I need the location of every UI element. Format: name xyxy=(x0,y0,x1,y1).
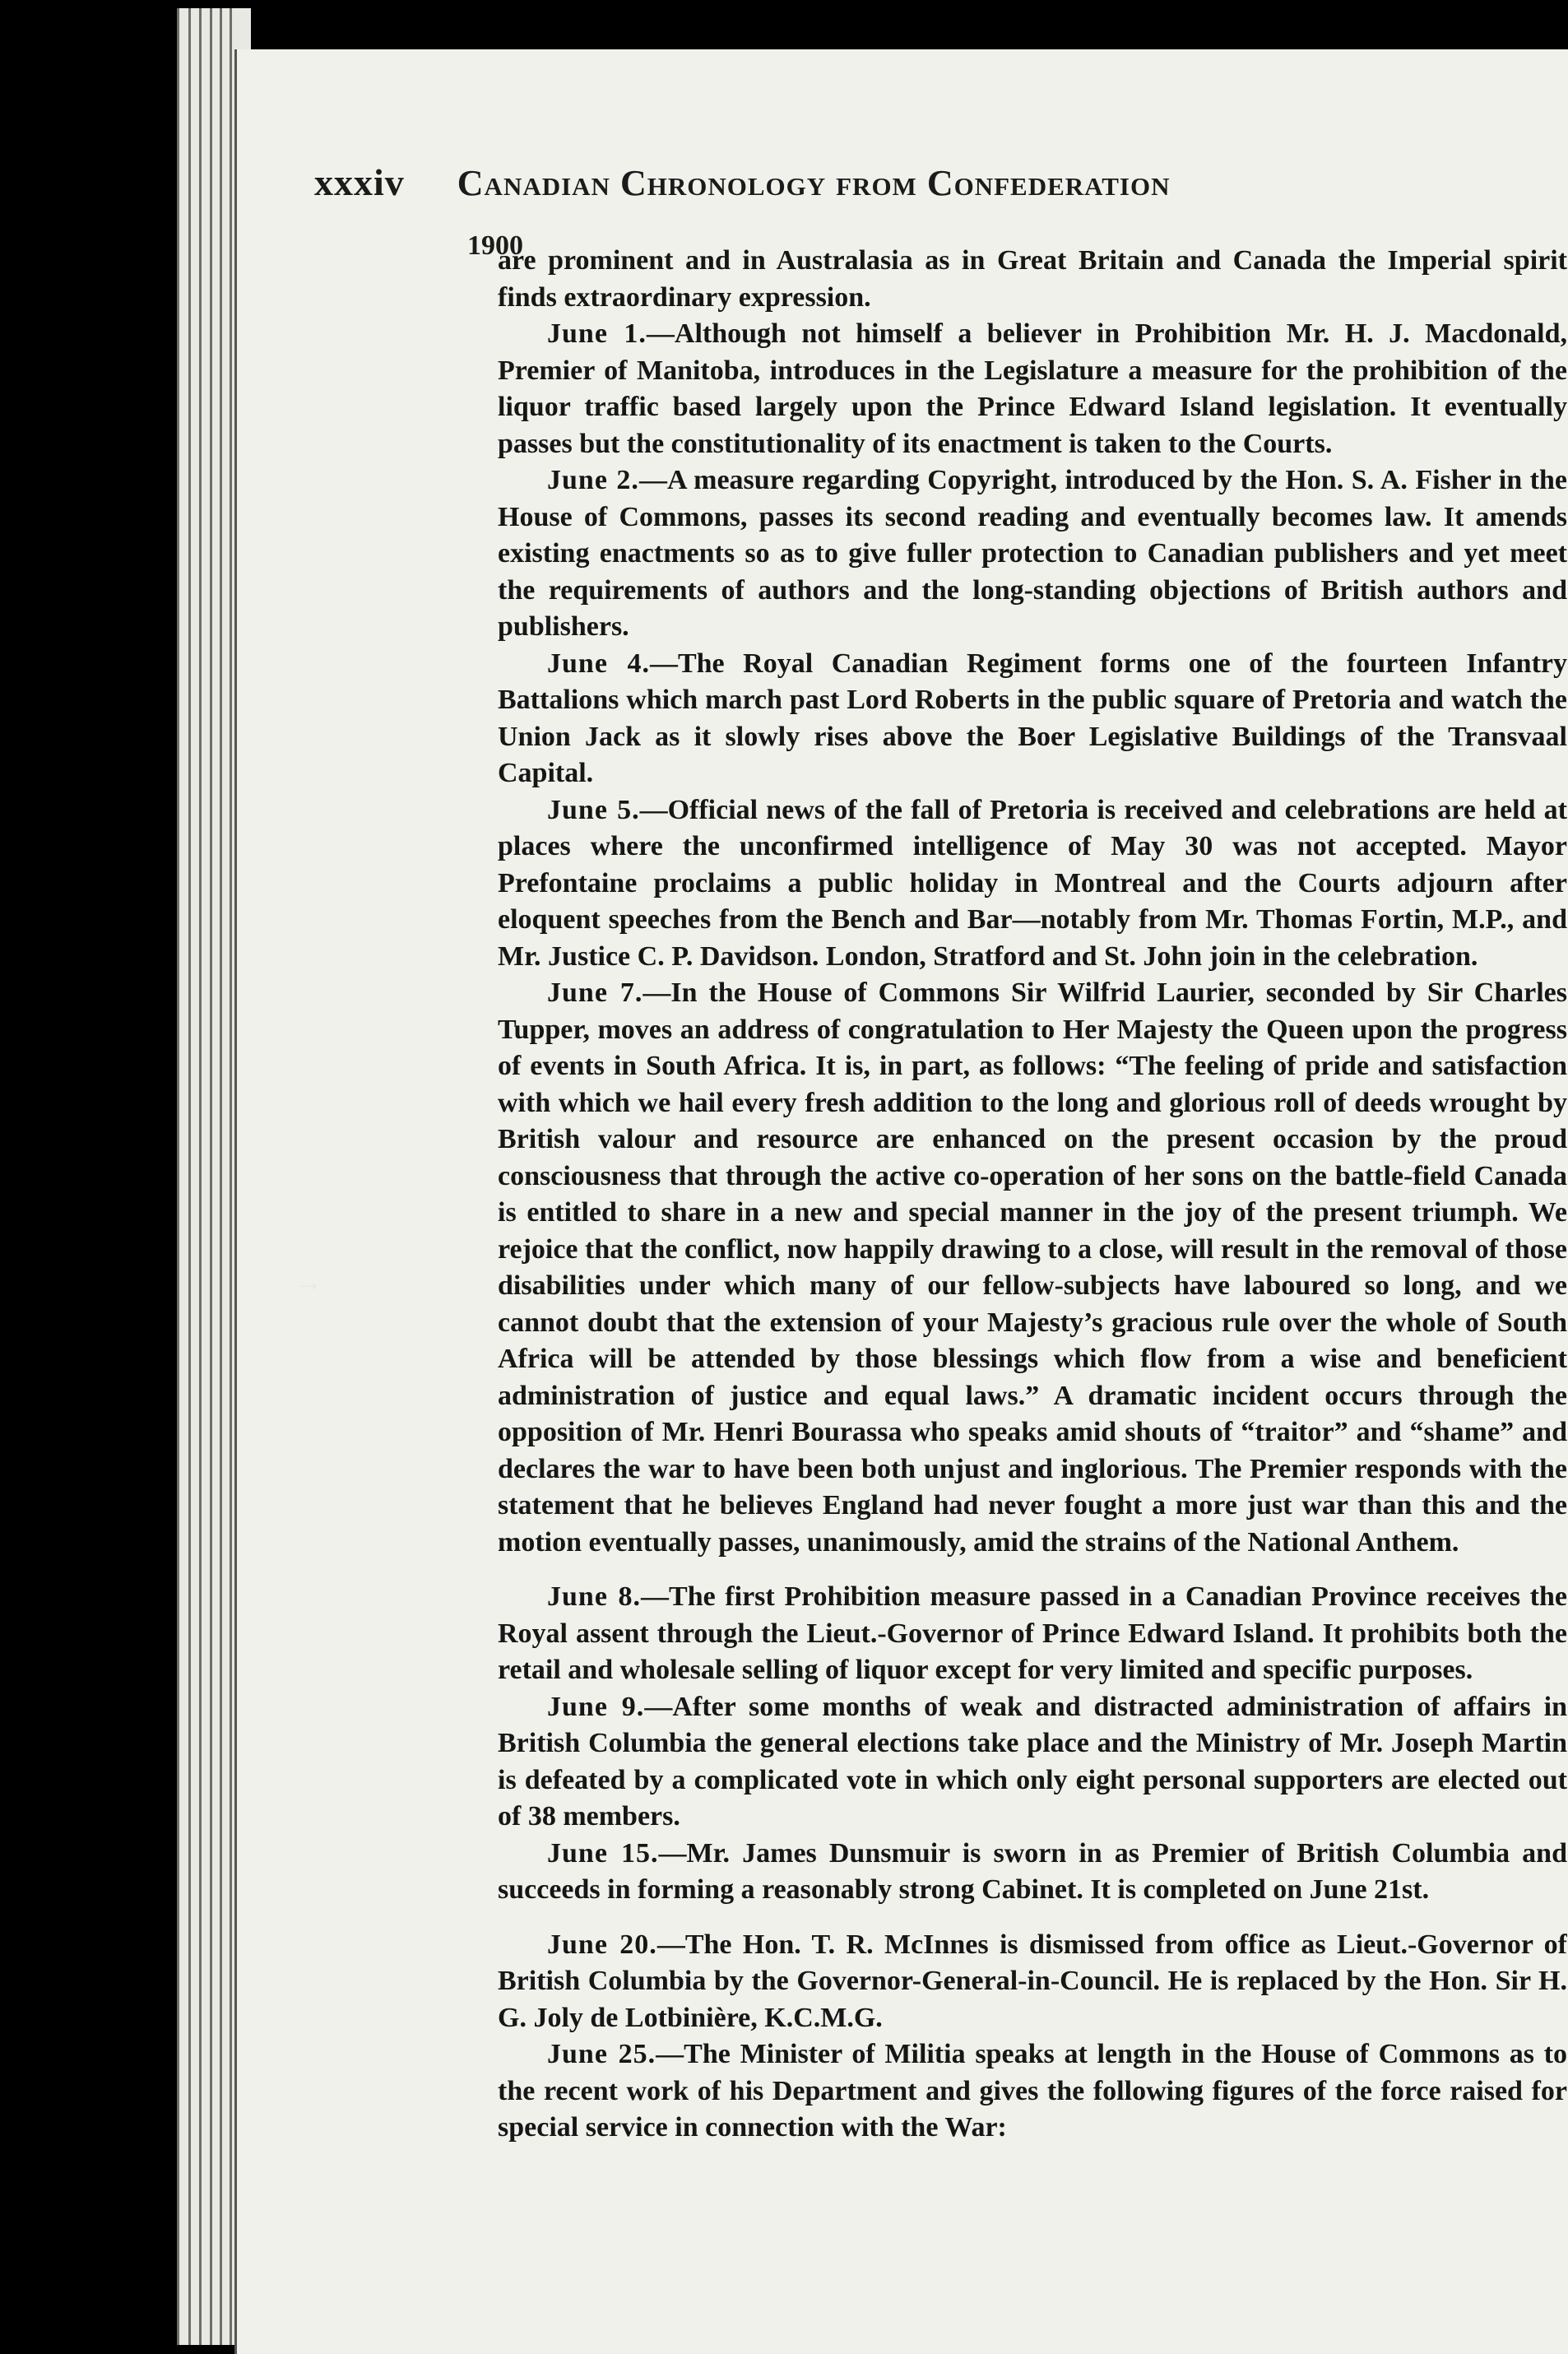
chronology-text xyxy=(498,243,1567,2147)
chronology-entry xyxy=(498,462,1567,646)
entry-date: June 4. xyxy=(547,648,650,679)
running-title: Canadian Chronology from Confederation xyxy=(457,163,1171,203)
chronology-entry xyxy=(498,1689,1567,1836)
chronology-entry xyxy=(498,316,1567,462)
entry-text: —Official news of the fall of Pretoria is received and celebrations are held at places where the unconfirmed intelligence of May 30 was not accepted. Mayor Prefontaine proclaims a public holiday in Montreal and the Courts adjourn after eloquent speeches from the Bench and Bar—notably from Mr. Thomas Fortin, M.P., and Mr. Justice C. P. Davidson. London, Stratford and St. John join in the celebration. xyxy=(498,794,1567,972)
entry-date: June 15. xyxy=(547,1837,659,1869)
entry-text: —Mr. James Dunsmuir is sworn in as Premier of British Columbia and succeeds in forming a reasonably strong Cabinet. It is completed on June 21st. xyxy=(498,1837,1567,1905)
chronology-entry xyxy=(498,1927,1567,2037)
margin-year: 1900 xyxy=(467,230,523,261)
entry-date: June 25. xyxy=(547,2039,656,2069)
chronology-entry xyxy=(498,792,1567,976)
entry-date: June 20. xyxy=(547,1929,657,1960)
chronology-entry xyxy=(498,1579,1567,1689)
page-header xyxy=(314,160,1565,204)
entry-date: June 2. xyxy=(547,465,639,495)
opening-paragraph: are prominent and in Australasia as in Great Britain and Canada the Imperial spirit finds extraordinary expression. xyxy=(498,245,1567,313)
page-number: xxxiv xyxy=(314,161,405,203)
entry-text: —The Royal Canadian Regiment forms one of the fourteen Infantry Battalions which march past Lord Roberts in the public square of Pretoria and watch the Union Jack as it slowly rises above the Boer Legislative Buildings of the Transvaal Capital. xyxy=(498,648,1567,788)
entry-text: —After some months of weak and distracted administration of affairs in British Columbia the general elections take place and the Ministry of Mr. Joseph Martin is defeated by a complicated vote in which only eight personal supporters are elected out of 38 members. xyxy=(498,1691,1567,1832)
entry-text: —The Hon. T. R. McInnes is dismissed from office as Lieut.-Governor of British Columbia by the Governor-General-in-Council. He is replaced by the Hon. Sir H. G. Joly de Lotbinière, K.C.M.G. xyxy=(498,1929,1567,2033)
entry-date: June 8. xyxy=(547,1581,642,1612)
entry-text: —The Minister of Militia speaks at length in the House of Commons as to the recent work of his Department and gives the following figures of the force raised for special service in connection with the War: xyxy=(498,2039,1567,2143)
entry-text: —The first Prohibition measure passed in a Canadian Province receives the Royal assent through the Lieut.-Governor of Prince Edward Island. It prohibits both the retail and wholesale selling of liquor except for very limited and specific purposes. xyxy=(498,1581,1567,1685)
chronology-entry xyxy=(498,2036,1567,2147)
chronology-entry xyxy=(498,1836,1567,1909)
entry-text: —In the House of Commons Sir Wilfrid Laurier, seconded by Sir Charles Tupper, moves an address of congratulation to Her Majesty the Queen upon the progress of events in South Africa. It is, in part, as follows: “The feeling of pride and satisfaction with which we hail every fresh addition to the long and glorious roll of deeds wrought by British valour and resource are enhanced on the present occasion by the proud consciousness that through the active co-operation of her sons on the battle-field Canada is entitled to share in a new and special manner in the joy of the present triumph. We rejoice that the conflict, now happily drawing to a close, will result in the removal of those disabilities under which many of our fellow-subjects have laboured so long, and we cannot doubt that the extension of your Majesty’s gracious rule over the whole of South Africa will be attended by those blessings which flow from a wise and beneficient administration of justice and equal laws.” A dramatic incident occurs through the opposition of Mr. Henri Bourassa who speaks amid shouts of “traitor” and “shame” and declares the war to have been both unjust and inglorious. The Premier responds with the statement that he believes England had never fought a more just war than this and the motion eventually passes, unanimously, amid the strains of the National Anthem. xyxy=(498,977,1567,1558)
entry-date: June 1. xyxy=(547,318,647,349)
chronology-entry xyxy=(498,646,1567,792)
entry-date: June 7. xyxy=(547,977,643,1008)
chronology-entry xyxy=(498,975,1567,1561)
entry-text: —A measure regarding Copyright, introduced by the Hon. S. A. Fisher in the House of Commons, passes its second reading and eventually becomes law. It amends existing enactments so as to give fuller protection to Canadian publishers and yet meet the requirements of authors and the long-standing objections of British authors and publishers. xyxy=(498,465,1567,642)
binding-mark: → xyxy=(295,1267,322,1298)
entry-date: June 5. xyxy=(547,794,640,825)
entry-date: June 9. xyxy=(547,1691,645,1722)
entry-text: —Although not himself a believer in Prohibition Mr. H. J. Macdonald, Premier of Manitoba, introduces in the Legislature a measure for the prohibition of the liquor traffic based largely upon the Prince Edward Island legislation. It eventually passes but the constitutionality of its enactment is taken to the Courts. xyxy=(498,318,1567,459)
